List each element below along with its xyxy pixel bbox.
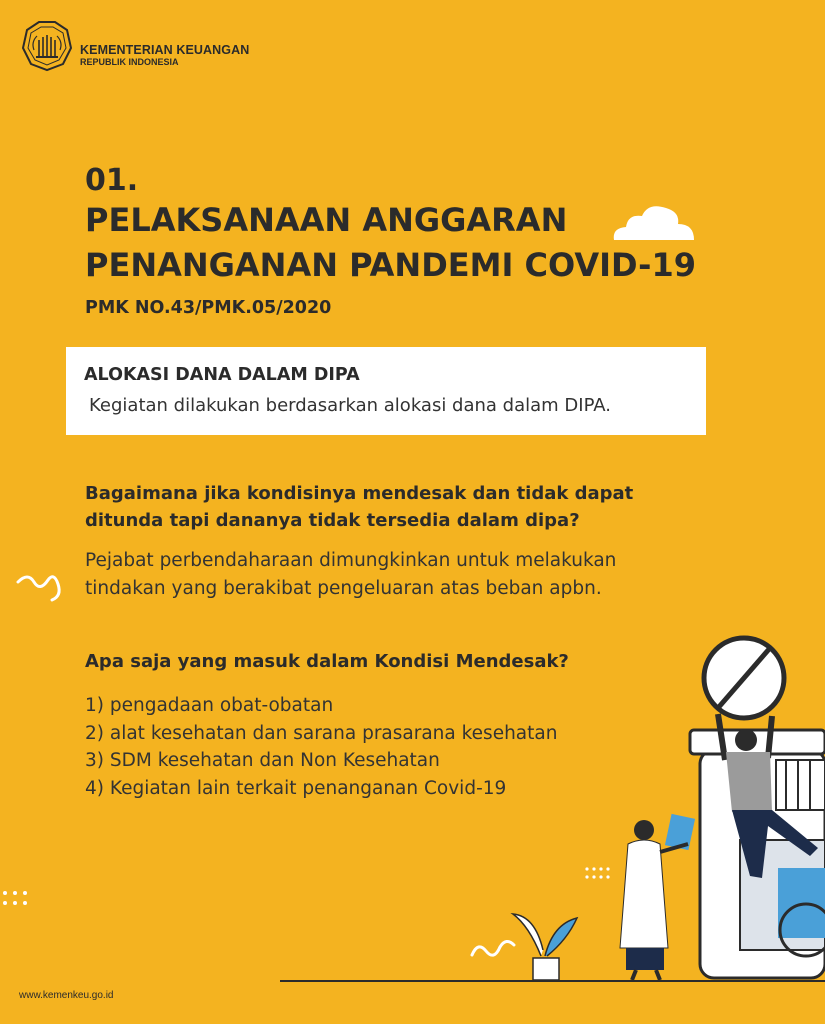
- title-line-1: PELAKSANAAN ANGGARAN: [85, 201, 568, 239]
- organization-name: [80, 43, 249, 68]
- org-subtitle: REPUBLIK INDONESIA: [80, 57, 179, 68]
- answer-line: Pejabat perbendaharaan dimungkinkan untuk melakukan: [85, 550, 617, 571]
- website-url: www.kemenkeu.go.id: [19, 990, 114, 1001]
- allocation-body: Kegiatan dilakukan berdasarkan alokasi dana dalam DIPA.: [89, 395, 612, 416]
- list-item: 1) pengadaan obat-obatan: [85, 695, 334, 716]
- regulation-reference: PMK NO.43/PMK.05/2020: [85, 298, 332, 318]
- question-line: Bagaimana jika kondisinya mendesak dan tidak dapat: [85, 483, 634, 504]
- squiggle-decoration: [14, 570, 70, 604]
- cloud-icon: [608, 200, 698, 244]
- potted-plant-icon: [505, 900, 585, 982]
- list-item: 2) alat kesehatan dan sarana prasarana kesehatan: [85, 722, 558, 744]
- allocation-title: ALOKASI DANA DALAM DIPA: [84, 365, 360, 385]
- page-title: [85, 198, 696, 288]
- allocation-box: [66, 347, 706, 435]
- section-number: 01.: [85, 163, 139, 198]
- answer-urgent-funding: [85, 547, 725, 603]
- title-line-2: PENANGANAN PANDEMI COVID-19: [85, 246, 696, 284]
- dot-grid-decoration: [0, 888, 36, 908]
- list-item: 3) SDM kesehatan dan Non Kesehatan: [85, 750, 440, 771]
- urgent-conditions-list: [85, 692, 557, 802]
- kemenkeu-emblem-icon: [19, 20, 75, 72]
- org-name: KEMENTERIAN KEUANGAN: [80, 43, 250, 57]
- question-urgent-conditions: Apa saja yang masuk dalam Kondisi Mendesak?: [85, 651, 569, 672]
- question-line: ditunda tapi dananya tidak tersedia dalam dipa?: [85, 510, 580, 531]
- question-urgent-funding: [85, 480, 685, 534]
- answer-line: tindakan yang berakibat pengeluaran atas beban apbn.: [85, 578, 602, 599]
- ground-line: [280, 980, 825, 982]
- list-item: 4) Kegiatan lain terkait penanganan Covid-19: [85, 777, 507, 799]
